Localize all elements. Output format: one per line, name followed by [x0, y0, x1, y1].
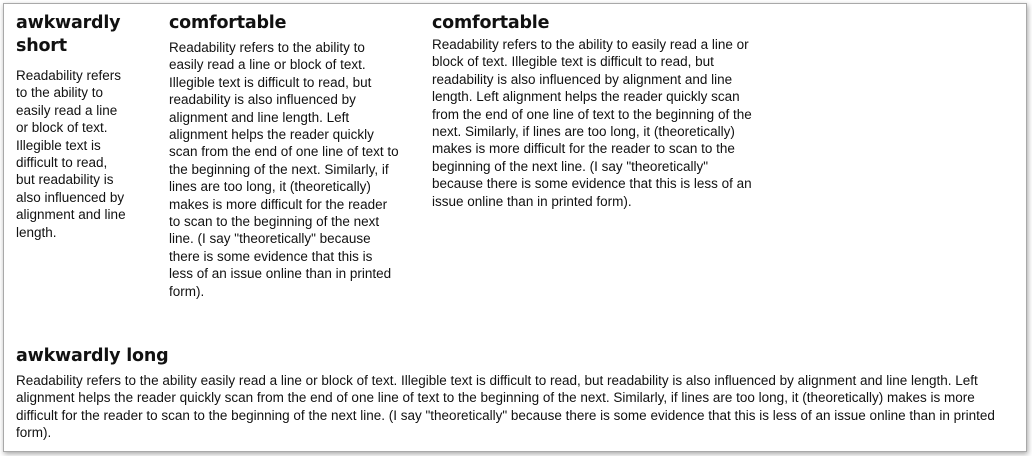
- section-heading: comfortable: [169, 13, 287, 33]
- section-body: Readability refers to the ability to easily read a line or block of text. Illegible text is difficult to read, but readability is also influenced by alignment and line length. Left alignment helps the reader quickly scan from the end of one line of text to the beginning of the next. Similarly, if lines are too long, it (theoretically) makes is more difficult for the reader to scan to the beginning of the next line. (I say "theoretically" because there is some evidence that this is less of an issue online than in printed form).: [432, 37, 752, 209]
- section-comfortable-wide: [432, 12, 754, 210]
- section-body: Readability refers to the ability to easily read a line or block of text. Illegible text is difficult to read, but readability is also influenced by alignment and line length. Left alignment helps the reader quickly scan from the end of one line of text to the beginning of the next. Similarly, if lines are too long, it (theoretically) makes is more difficult for the reader to scan to the beginning of the next line. (I say "theoretically" because there is some evidence that this is less of an issue online than in printed form).: [169, 40, 399, 299]
- section-awkwardly-long: [16, 345, 1020, 442]
- document-frame: [3, 3, 1027, 452]
- section-comfortable-narrow: [169, 12, 399, 300]
- section-body: Readability refers to the ability easily read a line or block of text. Illegible text is difficult to read, but readability is also influenced by alignment and line length. Left alignment helps the reader quickly scan from the end of one line of text to the beginning of the next. Similarly, if lines are too long, it (theoretically) makes is more difficult for the reader to scan to the beginning of the next line. (I say "theoretically" because there is some evidence that this is less of an issue online than in printed form).: [16, 373, 995, 441]
- section-heading: awkwardly long: [16, 346, 169, 366]
- section-awkwardly-short: [16, 12, 126, 241]
- section-heading: comfortable: [432, 13, 550, 33]
- section-body: Readability refers to the ability to easily read a line or block of text. Illegible text is difficult to read, but readability is also influenced by alignment and line length.: [16, 68, 126, 240]
- section-heading: awkwardly short: [16, 13, 121, 56]
